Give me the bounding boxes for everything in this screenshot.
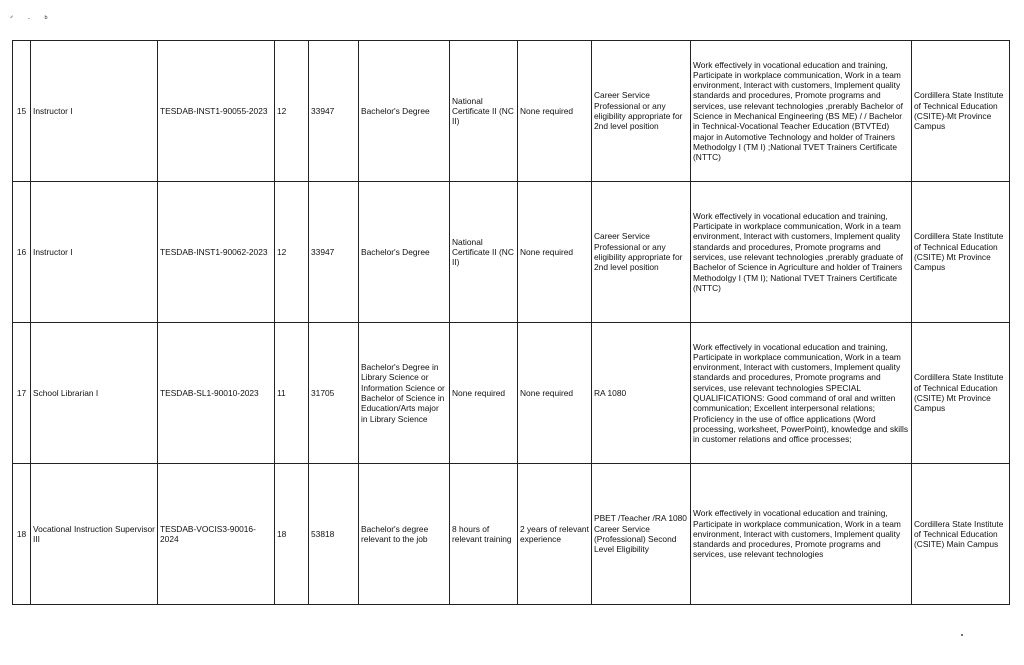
table-row (13, 464, 1010, 605)
item-number-cell: TESDAB-INST1-90062-2023 (158, 182, 275, 323)
place-of-assignment-cell: Cordillera State Institute of Technical Education (CSITE) Main Campus (912, 464, 1010, 605)
row-number-cell: 15 (13, 41, 31, 182)
position-title-cell: Instructor I (31, 41, 158, 182)
table-body (13, 41, 1010, 605)
training-cell: National Certificate II (NC II) (450, 182, 518, 323)
place-of-assignment-cell: Cordillera State Institute of Technical Education (CSITE) Mt Province Campus (912, 182, 1010, 323)
salary-grade-cell: 11 (275, 323, 309, 464)
scan-dot (961, 634, 963, 636)
experience-cell: None required (518, 41, 592, 182)
position-title-cell: School Librarian I (31, 323, 158, 464)
eligibility-cell: Career Service Professional or any eligibility appropriate for 2nd level position (592, 41, 691, 182)
position-title-cell: Instructor I (31, 182, 158, 323)
row-number-cell: 18 (13, 464, 31, 605)
position-title-cell: Vocational Instruction Supervisor III (31, 464, 158, 605)
salary-grade-cell: 12 (275, 182, 309, 323)
monthly-salary-cell: 33947 (309, 182, 359, 323)
education-cell: Bachelor's Degree in Library Science or Information Science or Bachelor of Science in Education/Arts major in Library Science (359, 323, 450, 464)
salary-grade-cell: 18 (275, 464, 309, 605)
row-number-cell: 17 (13, 323, 31, 464)
competency-cell: Work effectively in vocational education and training, Participate in workplace communication, Work in a team environment, Interact with customers, Implement quality standards and procedures, Promote programs and services, use relevant technologies ,prerably graduate of Bachelor of Science in Agriculture and holder of Trainers Methodolgy I (TM I); National TVET Trainers Certificate (NTTC) (691, 182, 912, 323)
monthly-salary-cell: 53818 (309, 464, 359, 605)
training-cell: 8 hours of relevant training (450, 464, 518, 605)
table-row (13, 323, 1010, 464)
item-number-cell: TESDAB-VOCIS3-90016-2024 (158, 464, 275, 605)
monthly-salary-cell: 31705 (309, 323, 359, 464)
experience-cell: None required (518, 323, 592, 464)
table-row (13, 41, 1010, 182)
item-number-cell: TESDAB-INST1-90055-2023 (158, 41, 275, 182)
training-cell: None required (450, 323, 518, 464)
experience-cell: None required (518, 182, 592, 323)
experience-cell: 2 years of relevant experience (518, 464, 592, 605)
education-cell: Bachelor's Degree (359, 182, 450, 323)
eligibility-cell: PBET /Teacher /RA 1080 Career Service (Professional) Second Level Eligibility (592, 464, 691, 605)
education-cell: Bachelor's Degree (359, 41, 450, 182)
education-cell: Bachelor's degree relevant to the job (359, 464, 450, 605)
competency-cell: Work effectively in vocational education and training, Participate in workplace communication, Work in a team environment, Interact with customers, Implement quality standards and procedures, Promote programs and services, use relevant technologies (691, 464, 912, 605)
competency-cell: Work effectively in vocational education and training, Participate in workplace communication, Work in a team environment, Interact with customers, Implement quality standards and procedures, Promote programs and services, use relevant technologies SPECIAL QUALIFICATIONS: Good command of oral and written communication; Excellent interpersonal relations; Proficiency in the use of office applications (Word processing, worksheet, PowerPoint), knowledge and skills in customer relations and office processes; (691, 323, 912, 464)
training-cell: National Certificate II (NC II) (450, 41, 518, 182)
row-number-cell: 16 (13, 182, 31, 323)
table-row (13, 182, 1010, 323)
place-of-assignment-cell: Cordillera State Institute of Technical Education (CSITE)-Mt Province Campus (912, 41, 1010, 182)
competency-cell: Work effectively in vocational education and training, Participate in workplace communication, Work in a team environment, Interact with customers, Implement quality standards and procedures, Promote programs and services, use relevant technologies ,prerably Bachelor of Science in Mechanical Engineering (BS ME) / / Bachelor in Technical-Vocational Teacher Education (BTVTEd) major in Automotive Technology and holder of Trainers Methodolgy I (TM I) ;National TVET Trainers Certificate (NTTC) (691, 41, 912, 182)
monthly-salary-cell: 33947 (309, 41, 359, 182)
place-of-assignment-cell: Cordillera State Institute of Technical Education (CSITE) Mt Province Campus (912, 323, 1010, 464)
eligibility-cell: RA 1080 (592, 323, 691, 464)
scan-marks: ᐟ · ᵇ (10, 14, 54, 23)
salary-grade-cell: 12 (275, 41, 309, 182)
eligibility-cell: Career Service Professional or any eligibility appropriate for 2nd level position (592, 182, 691, 323)
vacancy-table (12, 40, 1010, 605)
item-number-cell: TESDAB-SL1-90010-2023 (158, 323, 275, 464)
